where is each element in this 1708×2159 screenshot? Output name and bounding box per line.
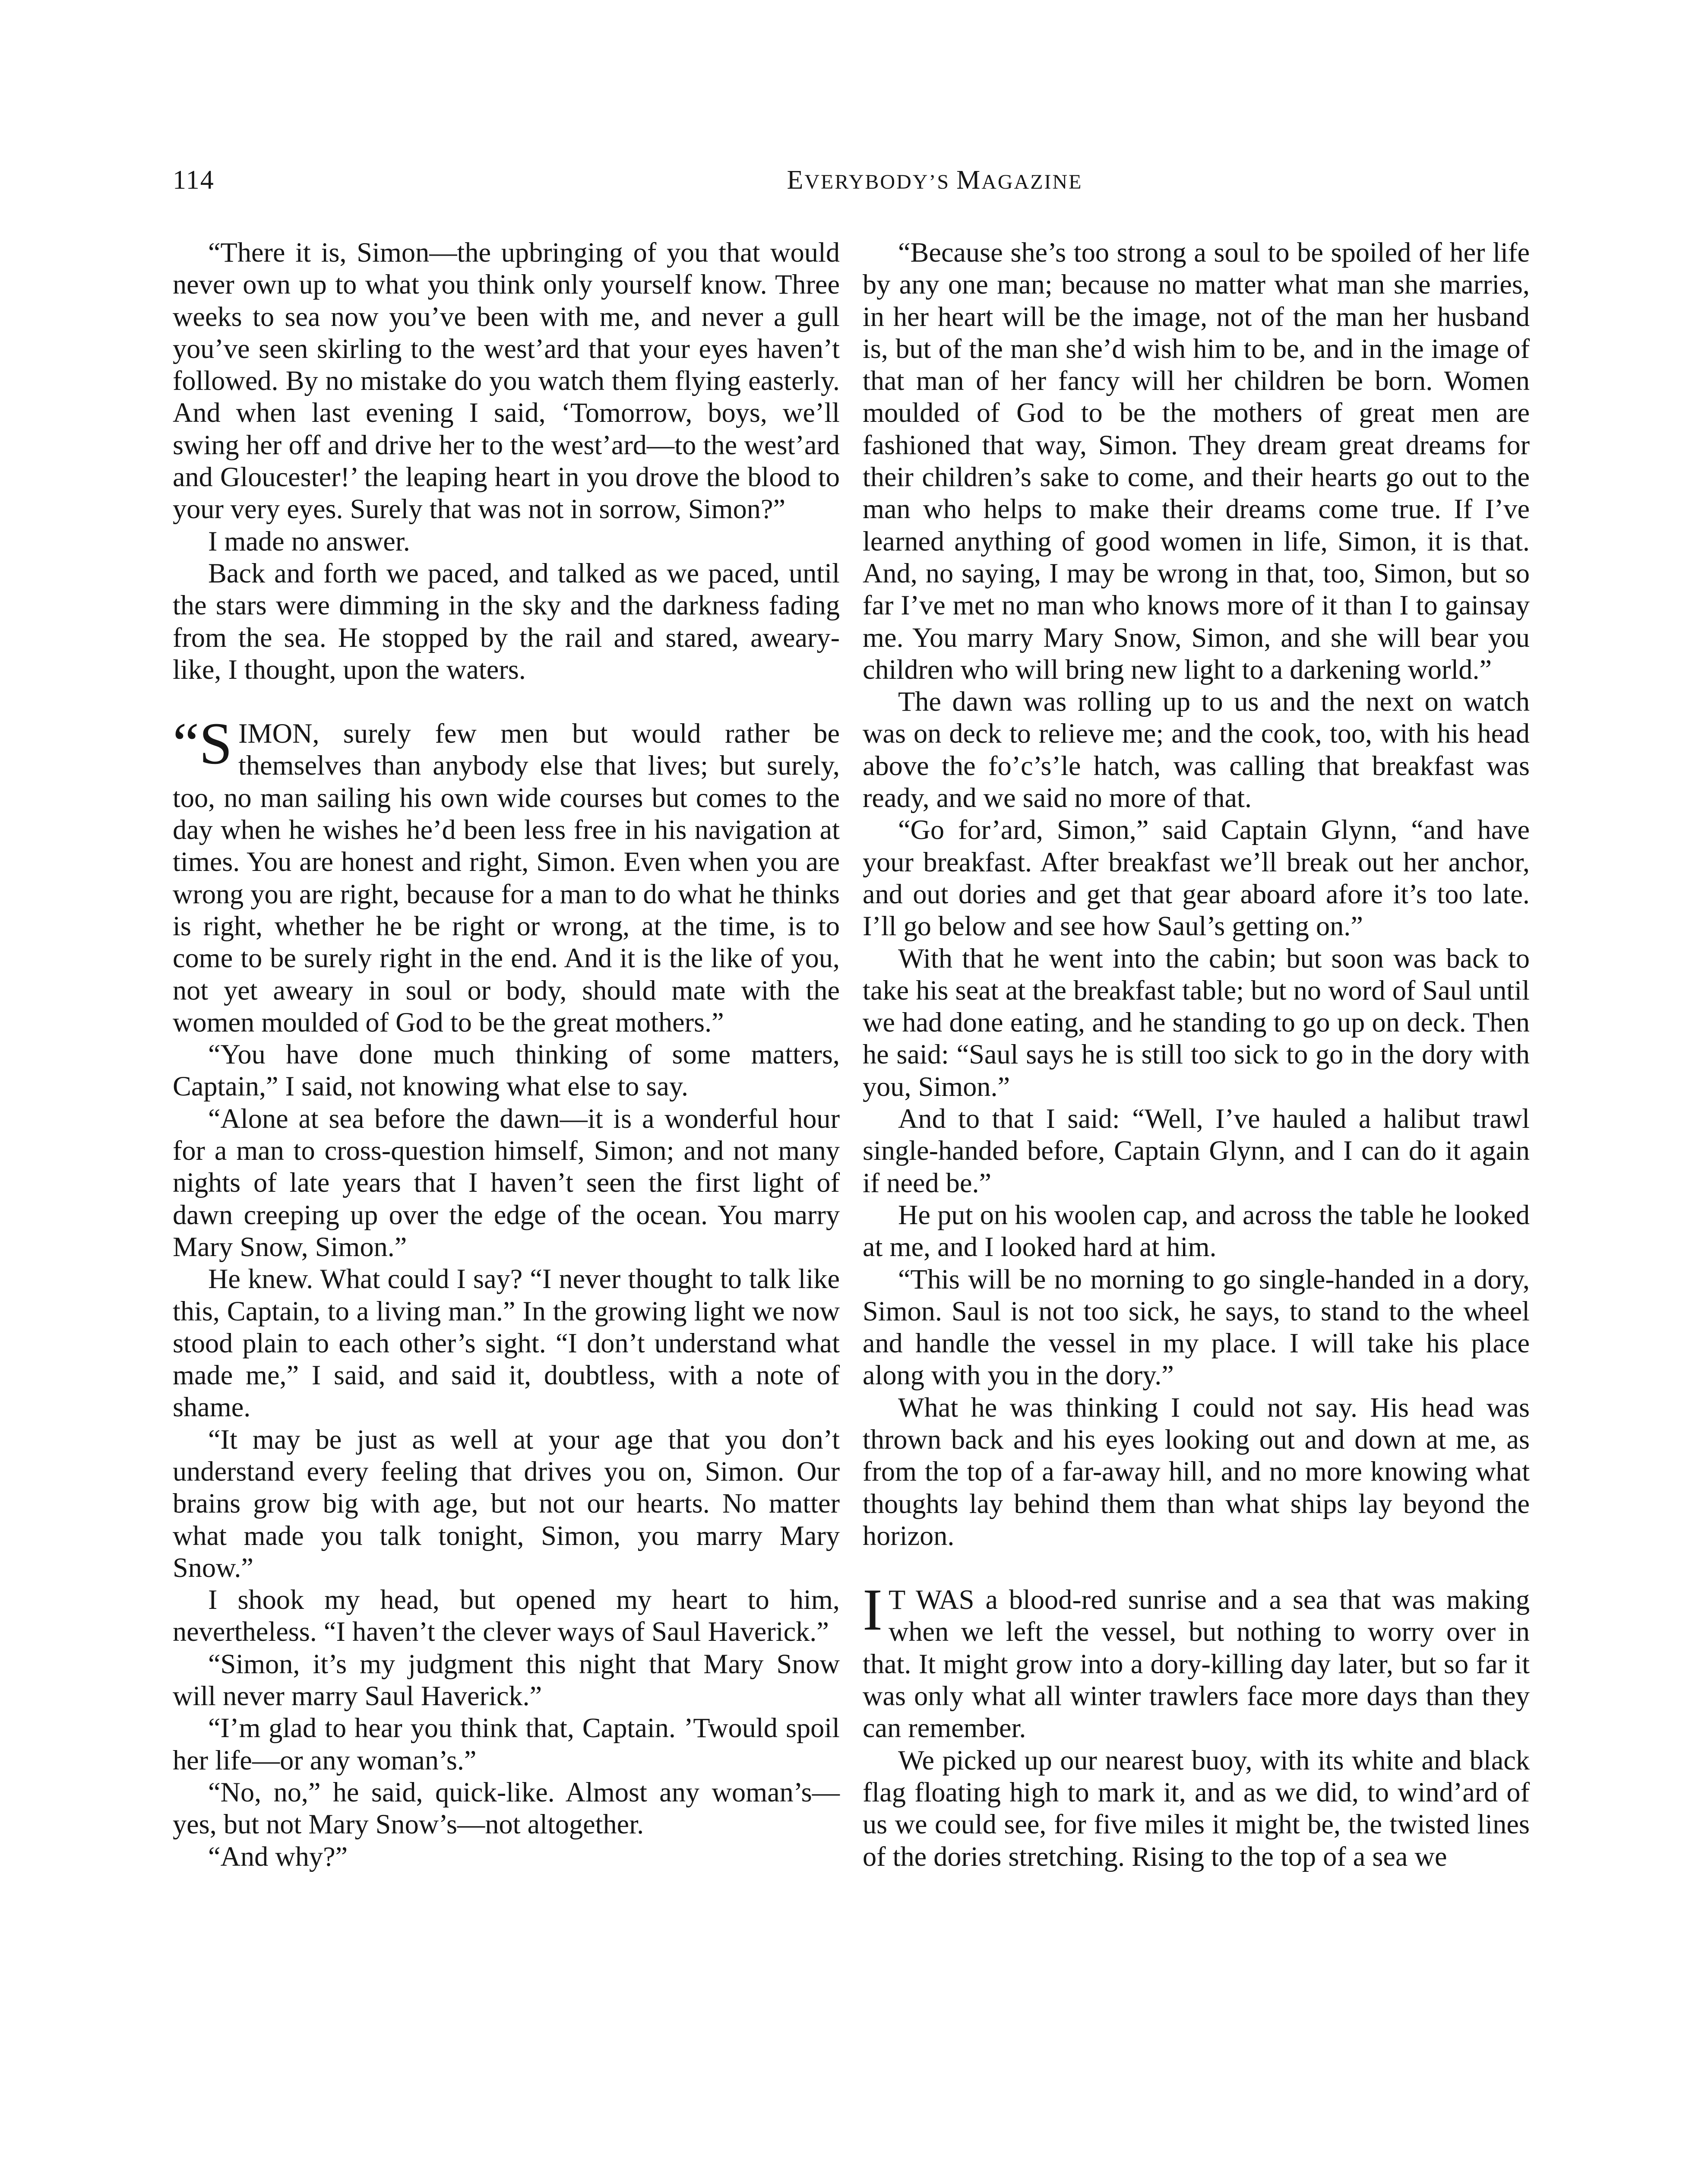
- paragraph: “I’m glad to hear you think that, Captain. ’Twould spoil her life—or any woman’s.”: [173, 1713, 840, 1776]
- paragraph: “Simon, it’s my judgment this night that Mary Snow will never marry Saul Haverick.”: [173, 1648, 840, 1712]
- paragraph: We picked up our nearest buoy, with its white and black flag floating high to mark it, and as we did, to wind’ard of us we could see, for five miles it might be, the twisted lines of the dories stretching. Rising to the top of a sea we: [863, 1744, 1530, 1872]
- paragraph: Back and forth we paced, and talked as we paced, until the stars were dimming in the sky and the darkness fading from the sea. He stopped by the rail and stared, aweary-like, I thought, upon the waters.: [173, 557, 840, 685]
- paragraph: The dawn was rolling up to us and the next on watch was on deck to relieve me; and the cook, too, with his head above the fo’c’s’le hatch, was calling that breakfast was ready, and we said no more of that.: [863, 686, 1530, 814]
- paragraph: He put on his woolen cap, and across the table he looked at me, and I looked hard at him.: [863, 1199, 1530, 1263]
- paragraph: “This will be no morning to go single-handed in a dory, Simon. Saul is not too sick, he says, to stand to the wheel and handle the vessel in my place. I will take his place along with you in the dory.”: [863, 1263, 1530, 1391]
- paragraph-text: T WAS a blood-red sunrise and a sea that was making when we left the vessel, but nothing to worry over in that. It might grow into a dory-killing day later, but so far it was only what all winter trawlers face more days than they can remember.: [863, 1584, 1530, 1744]
- paragraph: “You have done much thinking of some matters, Captain,” I said, not knowing what else to say.: [173, 1039, 840, 1102]
- paragraph: And to that I said: “Well, I’ve hauled a halibut trawl single-handed before, Captain Glynn, and I can do it again if need be.”: [863, 1103, 1530, 1198]
- paragraph: He knew. What could I say? “I never thought to talk like this, Captain, to a living man.” In the growing light we now stood plain to each other’s sight. “I don’t understand what made me,” I said, and said it, doubtless, with a note of shame.: [173, 1263, 840, 1423]
- paragraph: “Alone at sea before the dawn—it is a wonderful hour for a man to cross-question himself, Simon; and not many nights of late years that I haven’t seen the first light of dawn creeping up over the edge of the ocean. You marry Mary Snow, Simon.”: [173, 1103, 840, 1262]
- paragraph: “No, no,” he said, quick-like. Almost any woman’s—yes, but not Mary Snow’s—not altogether.: [173, 1776, 840, 1840]
- paragraph: What he was thinking I could not say. His head was thrown back and his eyes looking out and down at me, as from the top of a far-away hill, and no more knowing what thoughts lay behind them than what ships lay beyond the horizon.: [863, 1392, 1530, 1551]
- paragraph: “Because she’s too strong a soul to be spoiled of her life by any one man; because no matter what man she marries, in her heart will be the image, not of the man her husband is, but of the man she’d wish him to be, and in the image of that man of her fancy will her children be born. Women moulded of God to be the mothers of great men are fashioned that way, Simon. They dream great dreams for their children’s sake to come, and their hearts go out to the man who helps to make their dreams come true. If I’ve learned anything of good women in life, Simon, it is that. And, no saying, I may be wrong in that, too, Simon, but so far I’ve met no man who knows more of it than I to gainsay me. You marry Mary Snow, Simon, and she will bear you children who will bring new light to a darkening world.”: [863, 237, 1530, 685]
- paragraph: “And why?”: [208, 1841, 348, 1872]
- paragraph: “There it is, Simon—the upbringing of you that would never own up to what you think only yourself know. Three weeks to sea now you’ve been with me, and never a gull you’ve seen skirling to the west’ard that your eyes haven’t followed. By no mistake do you watch them flying easterly. And when last evening I said, ‘Tomorrow, boys, we’ll swing her off and drive her to the west’ard—to the west’ard and Gloucester!’ the leaping heart in you drove the blood to your very eyes. Surely that was not in sorrow, Simon?”: [173, 237, 840, 525]
- paragraph: I made no answer.: [208, 526, 410, 557]
- drop-cap: I: [863, 1577, 882, 1643]
- running-title: EVERYBODY’S MAGAZINE: [787, 165, 1083, 195]
- paragraph: With that he went into the cabin; but soon was back to take his seat at the breakfast table; but no word of Saul until we had done eating, and he standing to go up on deck. Then he said: “Saul says he is still too sick to go in the dory with you, Simon.”: [863, 943, 1530, 1102]
- running-header: [0, 165, 1708, 208]
- paragraph-text: IMON, surely few men but would rather be themselves than anybody else that lives; but surely, too, no man sailing his own wide courses but comes to the day when he wishes he’d been less free in his navigation at times. You are honest and right, Simon. Even when you are wrong you are right, because for a man to do what he thinks is right, whether he be right or wrong, at the time, is to come to be surely right in the end. And it is the like of you, not yet aweary in soul or body, should mate with the women moulded of God to be the great mothers.”: [173, 718, 840, 1038]
- page-number: 114: [173, 165, 215, 195]
- section-opening-paragraph: [863, 1577, 1530, 1744]
- paragraph: I shook my head, but opened my heart to him, nevertheless. “I haven’t the clever ways of Saul Haverick.”: [173, 1584, 840, 1647]
- paragraph: “Go for’ard, Simon,” said Captain Glynn, “and have your breakfast. After breakfast we’ll break out her anchor, and out dories and get that gear aboard afore it’s too late. I’ll go below and see how Saul’s getting on.”: [863, 814, 1530, 942]
- drop-cap: “S: [173, 710, 232, 777]
- right-column: [863, 237, 1530, 1873]
- section-opening-paragraph: [173, 710, 840, 1038]
- left-column: [173, 237, 840, 1873]
- paragraph: “It may be just as well at your age that you don’t understand every feeling that drives you on, Simon. Our brains grow big with age, but not our hearts. No matter what made you talk tonight, Simon, you marry Mary Snow.”: [173, 1424, 840, 1583]
